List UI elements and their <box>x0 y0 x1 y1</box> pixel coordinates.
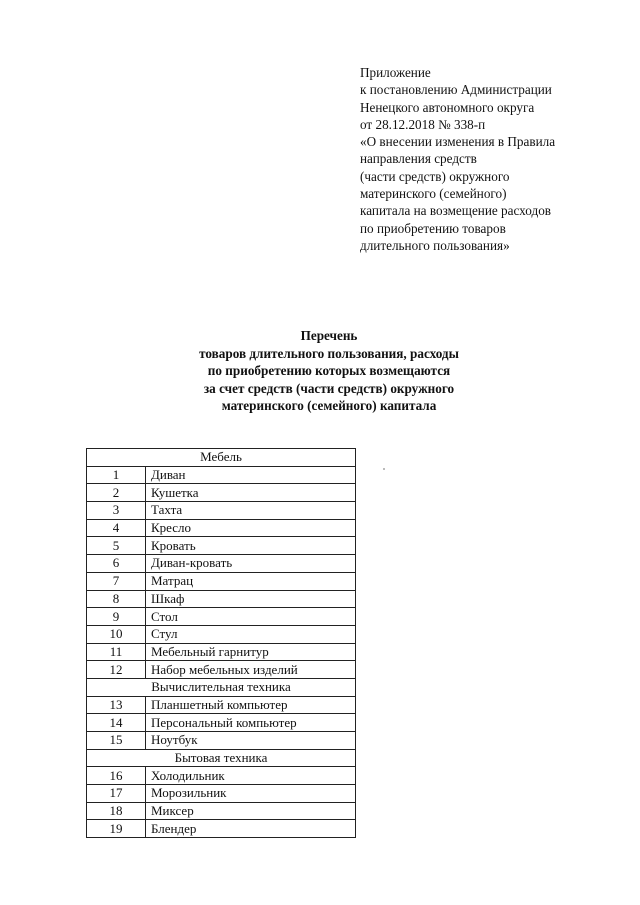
row-number: 9 <box>87 608 146 626</box>
table-row <box>87 590 356 608</box>
table-row <box>87 625 356 643</box>
row-number: 17 <box>87 785 146 803</box>
table-row <box>87 466 356 484</box>
section-header: Вычислительная техника <box>87 678 356 696</box>
row-number: 4 <box>87 519 146 537</box>
section-row <box>87 678 356 696</box>
table-row <box>87 767 356 785</box>
row-item: Ноутбук <box>146 732 356 750</box>
row-number: 5 <box>87 537 146 555</box>
row-item: Персональный компьютер <box>146 714 356 732</box>
table-row <box>87 572 356 590</box>
title-line: Перечень <box>300 328 358 343</box>
table-row <box>87 484 356 502</box>
document-title <box>120 327 538 415</box>
appendix-line: по приобретению товаров <box>360 220 506 236</box>
appendix-line: (части средств) окружного <box>360 168 510 184</box>
row-item: Планшетный компьютер <box>146 696 356 714</box>
appendix-line: направления средств <box>360 151 477 167</box>
title-line: по приобретению которых возмещаются <box>207 363 451 378</box>
appendix-line: от 28.12.2018 № 338-п <box>360 116 486 132</box>
appendix-line: Приложение <box>360 65 431 80</box>
section-row <box>87 749 356 767</box>
row-item: Кушетка <box>146 484 356 502</box>
title-line: материнского (семейного) капитала <box>221 398 437 413</box>
table-row <box>87 732 356 750</box>
row-number: 13 <box>87 696 146 714</box>
row-item: Стул <box>146 625 356 643</box>
row-item: Тахта <box>146 502 356 520</box>
row-number: 18 <box>87 802 146 820</box>
table-row <box>87 608 356 626</box>
row-number: 16 <box>87 767 146 785</box>
table-row <box>87 537 356 555</box>
appendix-line: капитала на возмещение расходов <box>360 203 552 219</box>
row-item: Шкаф <box>146 590 356 608</box>
appendix-line: длительного пользования» <box>360 237 510 253</box>
row-number: 8 <box>87 590 146 608</box>
table-row <box>87 820 356 838</box>
row-item: Диван-кровать <box>146 555 356 573</box>
title-line: товаров длительного пользования, расходы <box>199 345 459 361</box>
section-row <box>87 449 356 467</box>
row-number: 11 <box>87 643 146 661</box>
section-header: Бытовая техника <box>87 749 356 767</box>
row-item: Кровать <box>146 537 356 555</box>
table-row <box>87 785 356 803</box>
row-number: 15 <box>87 732 146 750</box>
row-number: 19 <box>87 820 146 838</box>
row-number: 12 <box>87 661 146 679</box>
appendix-line: материнского (семейного) <box>360 186 507 202</box>
table-row <box>87 714 356 732</box>
row-item: Блендер <box>146 820 356 838</box>
appendix-line: Ненецкого автономного округа <box>360 99 535 115</box>
row-item: Стол <box>146 608 356 626</box>
row-number: 2 <box>87 484 146 502</box>
row-number: 6 <box>87 555 146 573</box>
row-number: 1 <box>87 466 146 484</box>
table-row <box>87 502 356 520</box>
row-number: 14 <box>87 714 146 732</box>
table-row <box>87 696 356 714</box>
row-item: Миксер <box>146 802 356 820</box>
table-row <box>87 802 356 820</box>
table-row <box>87 555 356 573</box>
section-header: Мебель <box>87 449 356 467</box>
row-item: Матрац <box>146 572 356 590</box>
row-number: 7 <box>87 572 146 590</box>
row-item: Мебельный гарнитур <box>146 643 356 661</box>
table-row <box>87 661 356 679</box>
title-line: за счет средств (части средств) окружного <box>203 380 455 396</box>
row-item: Морозильник <box>146 785 356 803</box>
row-item: Кресло <box>146 519 356 537</box>
appendix-block <box>360 64 630 254</box>
table-row <box>87 643 356 661</box>
row-item: Набор мебельных изделий <box>146 661 356 679</box>
scan-speck <box>383 468 385 470</box>
appendix-line: к постановлению Администрации <box>360 82 552 98</box>
table-row <box>87 519 356 537</box>
appendix-line: «О внесении изменения в Правила <box>360 134 556 150</box>
goods-table <box>86 448 356 838</box>
row-item: Диван <box>146 466 356 484</box>
row-number: 3 <box>87 502 146 520</box>
row-number: 10 <box>87 625 146 643</box>
row-item: Холодильник <box>146 767 356 785</box>
